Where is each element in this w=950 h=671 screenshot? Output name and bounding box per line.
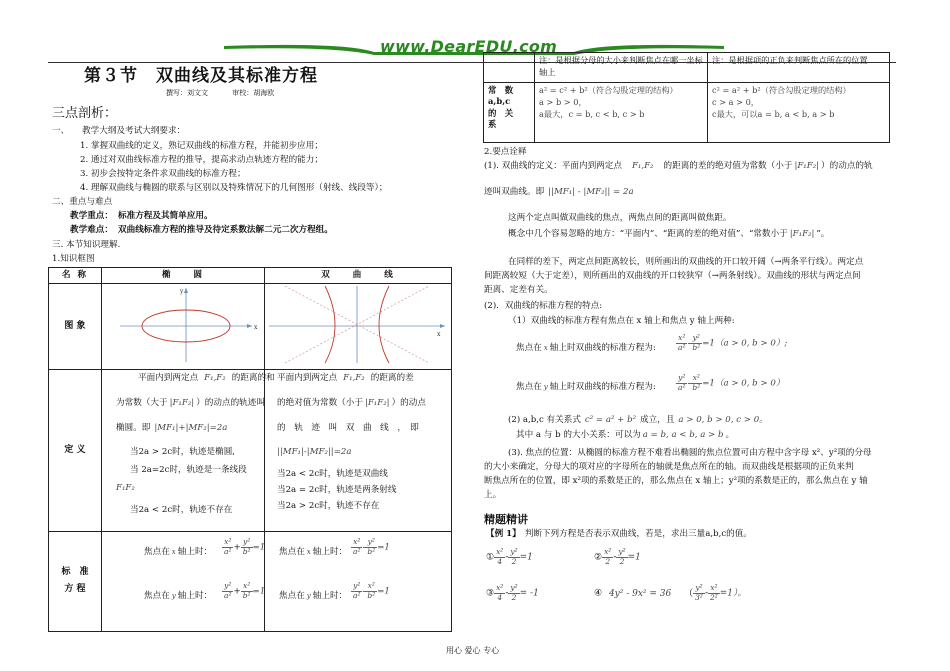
ellipse-definition-cell	[102, 369, 275, 531]
std-text: 焦点在	[144, 590, 170, 601]
eq-rhs: =1	[377, 542, 390, 553]
note-text: 轴上时双曲线的标准方程为:	[549, 382, 656, 392]
svg-text:x: x	[254, 324, 258, 331]
ellipse-relation: a > b > 0，	[539, 96, 587, 107]
byline-author: 撰写：刘文文	[166, 89, 208, 97]
def-text: 平面内到两定点	[277, 372, 338, 383]
focal-distance-math: |F₁F₂|	[789, 229, 815, 239]
note-text: 的大小来确定，分母大的项对应的字母所在的轴就是焦点所在的轴。而双曲线是根据项的正负来判	[484, 462, 854, 472]
hyperbola-std-eq-x: $\frac{\text{x²}}{\text{a²}}$ - $\frac{\text{y²}}{\text{b²}}$ =1（a > 0, b > 0）;	[678, 333, 788, 352]
ellipse-eq-x: $\frac{\text{x²}}{\text{a²}}$ + $\frac{\text{y²}}{\text{b²}}$ =1	[224, 536, 266, 556]
hyperbola-relation: c > a > 0，	[712, 96, 759, 107]
note-text: 在同样的差下，两定点间距离较长，则所画出的双曲线的开口较开阔（→两条平行线）。两定点	[508, 257, 864, 267]
outline-item: 2. 通过对双曲线标准方程的推导，提高求动点轨迹方程的能力；	[80, 155, 323, 165]
foci-math: F₁,F₂	[343, 372, 365, 383]
difficulty-text: 双曲线标准方程的推导及待定系数法解二元二次方程组。	[118, 225, 333, 235]
row-label-standard: 标 准 方 程	[49, 531, 102, 631]
relation-math: a > 0, b > 0, c > 0。	[678, 415, 768, 425]
outline-item: 二、重点与难点	[52, 197, 113, 207]
def-text: 的绝对值为常数（小于	[277, 397, 363, 408]
note-text: 概念中几个容易忽略的地方：“平面内”、“距离的差的绝对值”、“常数小于	[508, 229, 788, 239]
def-case: 当2a < 2c时，轨迹是双曲线	[277, 468, 388, 479]
note-text: 距离、定差有关。	[484, 285, 553, 295]
note-text: 上。	[484, 490, 502, 500]
outline-item: 1. 掌握双曲线的定义，熟记双曲线的标准方程，并能初步应用；	[80, 141, 323, 151]
example-heading: 精题精讲	[484, 513, 528, 526]
definition-equation-math: ||MF₁| - |MF₂|| = 2a	[548, 187, 634, 197]
ellipse-eq-y: $\frac{\text{y²}}{\text{a²}}$ + $\frac{\text{x²}}{\text{b²}}$ =1	[224, 580, 266, 600]
note-text: (3). 焦点的位置：从椭圆的标准方程不难看出椭圆的焦点位置可由方程中含字母 x²、y²项的分母	[508, 448, 872, 458]
knowledge-table	[48, 267, 452, 632]
note-text: 间距离较短（大于定差），则所画出的双曲线的开口较狭窄（→两条射线）。双曲线的形状与两定点间	[484, 271, 861, 281]
foci-math: F₁,F₂	[631, 161, 654, 171]
def-case: 当2a < 2c时，轨迹不存在	[130, 504, 233, 515]
item-number: ①	[486, 552, 495, 563]
key-point-label: 教学重点：	[70, 211, 113, 221]
std-text: 轴上时：	[177, 546, 213, 557]
hyperbola-relation: c最大，可以a = b, a < b, a > b	[712, 108, 835, 119]
hyperbola-note-cell: 注：是根据项的正负来判断焦点所在的位置	[708, 53, 890, 83]
hyperbola-standard-cell	[265, 531, 452, 631]
note-text: ”。	[816, 229, 830, 239]
hyperbola-relation: c² = a² + b²（符合勾股定理的结构）	[712, 85, 851, 95]
example-equation-math: 4y² - 9x² = 36	[608, 588, 672, 599]
axis-letter: x	[306, 547, 311, 556]
std-text: 焦点在	[279, 546, 305, 557]
note-text: 迹叫双曲线。即	[484, 187, 545, 197]
hyperbola-constants-cell	[708, 83, 890, 143]
def-text: 椭圆。即	[116, 422, 151, 433]
note-text: 的距离的差的绝对值为常数（小于	[663, 161, 793, 171]
example-item-4: ④ 4y² - 9x² = 36 （ $\frac{\text{y²}}{\text{3²}}$ - $\frac{\text{x²}}{\text{2²}}$ =1）。	[594, 583, 747, 602]
eq-rhs: = -1	[519, 588, 539, 599]
example-item-1: ① $\frac{\text{x²}}{4}$ - $\frac{\text{y²}}{2}$ =1	[486, 547, 533, 566]
note-text: (1). 双曲线的定义：平面内到两定点	[484, 161, 622, 171]
def-text: 的距离的和	[231, 372, 275, 383]
ellipse-relation: a最大，c = b, c < b, c > b	[539, 108, 645, 119]
std-text: 轴上时：	[312, 590, 348, 601]
difficulty-label: 教学难点：	[70, 225, 113, 235]
notes-heading: 2.要点诠释	[484, 147, 527, 157]
item-number: ④	[594, 588, 603, 599]
paren: （	[684, 588, 694, 599]
hyperbola-graph-cell	[265, 284, 452, 370]
relation-math: c² = a² + b²	[584, 415, 637, 425]
axis-letter: y	[306, 591, 311, 600]
ellipse-note-cell: 注：是根据分母的大小来判断焦点在哪一坐标轴上	[535, 53, 708, 83]
def-text: ）的动点的轨迹叫	[196, 397, 265, 408]
axis-letter: y	[543, 383, 548, 391]
axis-letter: x	[171, 547, 176, 556]
hyperbola-definition-cell	[265, 369, 452, 531]
ellipse-graph-cell	[102, 284, 265, 370]
example-item-2: ② $\frac{\text{x²}}{2}$ - $\frac{\text{y²}}{2}$ =1	[594, 547, 641, 566]
eq-rhs: =1（a > 0, b > 0）;	[702, 338, 788, 349]
page-title: 第３节 双曲线及其标准方程	[84, 66, 318, 86]
eq-rhs: =1）。	[719, 588, 747, 599]
std-text: 轴上时：	[312, 546, 348, 557]
hyperbola-eq-x: $\frac{\text{x²}}{\text{a²}}$ - $\frac{\text{y²}}{\text{b²}}$ =1	[353, 536, 390, 556]
key-point-text: 标准方程及其简单应用。	[118, 211, 213, 221]
outline-item: 一、 教学大纲及考试大纲要求：	[52, 126, 186, 136]
def-case: 当 2a=2c时，轨迹是一条线段	[130, 464, 247, 475]
eq-rhs: =1	[519, 552, 533, 563]
note-text: (2)．双曲线的标准方程的特点:	[484, 301, 603, 311]
note-text: 成立，且	[640, 415, 675, 425]
focal-distance-math: |F₁F₂|	[364, 397, 390, 408]
item-number: ③	[486, 588, 495, 599]
def-case: 当2a = 2c时，轨迹是两条射线	[277, 484, 397, 495]
outline-item: 三. 本节知识理解.	[52, 240, 121, 250]
note-text: 焦点在	[516, 382, 542, 392]
outline-item: 1.知识框图	[52, 254, 95, 264]
ellipse-relation: a² = c² + b²（符合勾股定理的结构）	[539, 85, 678, 95]
note-text: 这两个定点叫做双曲线的焦点，两焦点间的距离叫做焦距。	[508, 213, 732, 223]
header-url[interactable]: www.DearEDU.com	[380, 37, 558, 56]
svg-text:y: y	[180, 288, 184, 295]
footer-slogan: 用心 爱心 专心	[446, 646, 500, 655]
ellipse-standard-cell	[102, 531, 265, 631]
hyperbola-graph	[265, 284, 451, 364]
eq-rhs: =1	[627, 552, 641, 563]
outline-item: 4. 理解双曲线与椭圆的联系与区别以及特殊情况下的几何图形（射线、线段等）；	[80, 183, 388, 193]
note-text: ）的动点的轨	[821, 161, 873, 171]
section-heading: 三点剖析：	[52, 106, 118, 121]
std-text: 焦点在	[144, 546, 170, 557]
note-text: 断焦点所在的位置，即 x²项的系数是正的，那么焦点在 x 轴上；y²项的系数是正的，那么焦点在 y 轴	[484, 476, 868, 486]
table-header: 名 称	[49, 268, 102, 284]
note-text: 其中 a 与 b 的大小关系：可以为	[516, 430, 641, 440]
def-case: 当2a > 2c时，轨迹不存在	[277, 500, 380, 511]
note-text: 轴上时双曲线的标准方程为:	[549, 343, 656, 353]
std-text: 轴上时：	[177, 590, 213, 601]
foci-math: F₁,F₂	[204, 372, 226, 383]
def-case: 当2a > 2c时，轨迹是椭圆,	[130, 446, 236, 457]
row-label-definition: 定 义	[49, 369, 102, 531]
axis-letter: y	[171, 591, 176, 600]
relation-math: a = b, a < b, a > b	[642, 430, 724, 440]
row-label-constants: 常 数 a,b,c 的 关 系	[484, 83, 535, 143]
ellipse-equation-math: |MF₁|+|MF₂|=2a	[154, 422, 228, 433]
def-text: 平面内到两定点	[138, 372, 199, 383]
note-text: （1）双曲线的标准方程有焦点在 x 轴上和焦点 y 轴上两种:	[508, 316, 735, 326]
example-tag: 【例 1】	[486, 529, 521, 539]
eq-rhs: =1	[252, 586, 266, 597]
axis-letter: x	[543, 344, 548, 352]
eq-rhs: =1	[377, 586, 390, 597]
hyperbola-equation-math: ||MF₁|-|MF₂||=2a	[277, 446, 352, 457]
table-header: 椭 圆	[102, 268, 265, 284]
def-text: ）的动点	[391, 397, 426, 408]
def-text: 的距离的差	[370, 372, 414, 383]
note-text: 。	[725, 430, 735, 440]
svg-text:x: x	[437, 331, 441, 338]
eq-rhs: =1	[252, 542, 266, 553]
byline	[166, 88, 296, 99]
def-text: 为常数（大于	[116, 397, 168, 408]
example-item-3: ③ $\frac{\text{x²}}{4}$ - $\frac{\text{y²}}{2}$ = -1	[486, 583, 539, 602]
hyperbola-std-eq-y: $\frac{\text{y²}}{\text{a²}}$ - $\frac{\text{x²}}{\text{b²}}$ =1（a > 0, b > 0）	[678, 373, 785, 392]
table-header: 双 曲 线	[265, 268, 452, 284]
std-text: 焦点在	[279, 590, 305, 601]
byline-reviewer: 审校：胡海欧	[232, 89, 275, 97]
comparison-table-continued	[483, 52, 890, 143]
item-number: ②	[594, 552, 603, 563]
def-text: 的 轨 迹 叫 双 曲 线 ， 即	[277, 422, 419, 433]
focal-distance-math: |F₁F₂|	[794, 161, 820, 171]
focal-distance-math: |F₁F₂|	[169, 397, 195, 408]
note-text: 焦点在	[516, 343, 542, 353]
note-text: (2) a,b,c 有关系式	[508, 415, 581, 425]
segment-math: F₁F₂	[116, 482, 135, 493]
empty-cell	[484, 53, 535, 83]
hyperbola-eq-y: $\frac{\text{y²}}{\text{a²}}$ - $\frac{\text{x²}}{\text{b²}}$ =1	[353, 580, 390, 600]
outline-item: 3. 初步会按特定条件求双曲线的标准方程；	[80, 169, 246, 179]
row-label-image: 图 象	[49, 284, 102, 370]
example-question: 判断下列方程是否表示双曲线，若是，求出三量a,b,c的值。	[524, 529, 752, 539]
ellipse-constants-cell	[535, 83, 708, 143]
eq-rhs: =1（a > 0, b > 0）	[702, 378, 785, 389]
ellipse-graph	[102, 284, 262, 364]
